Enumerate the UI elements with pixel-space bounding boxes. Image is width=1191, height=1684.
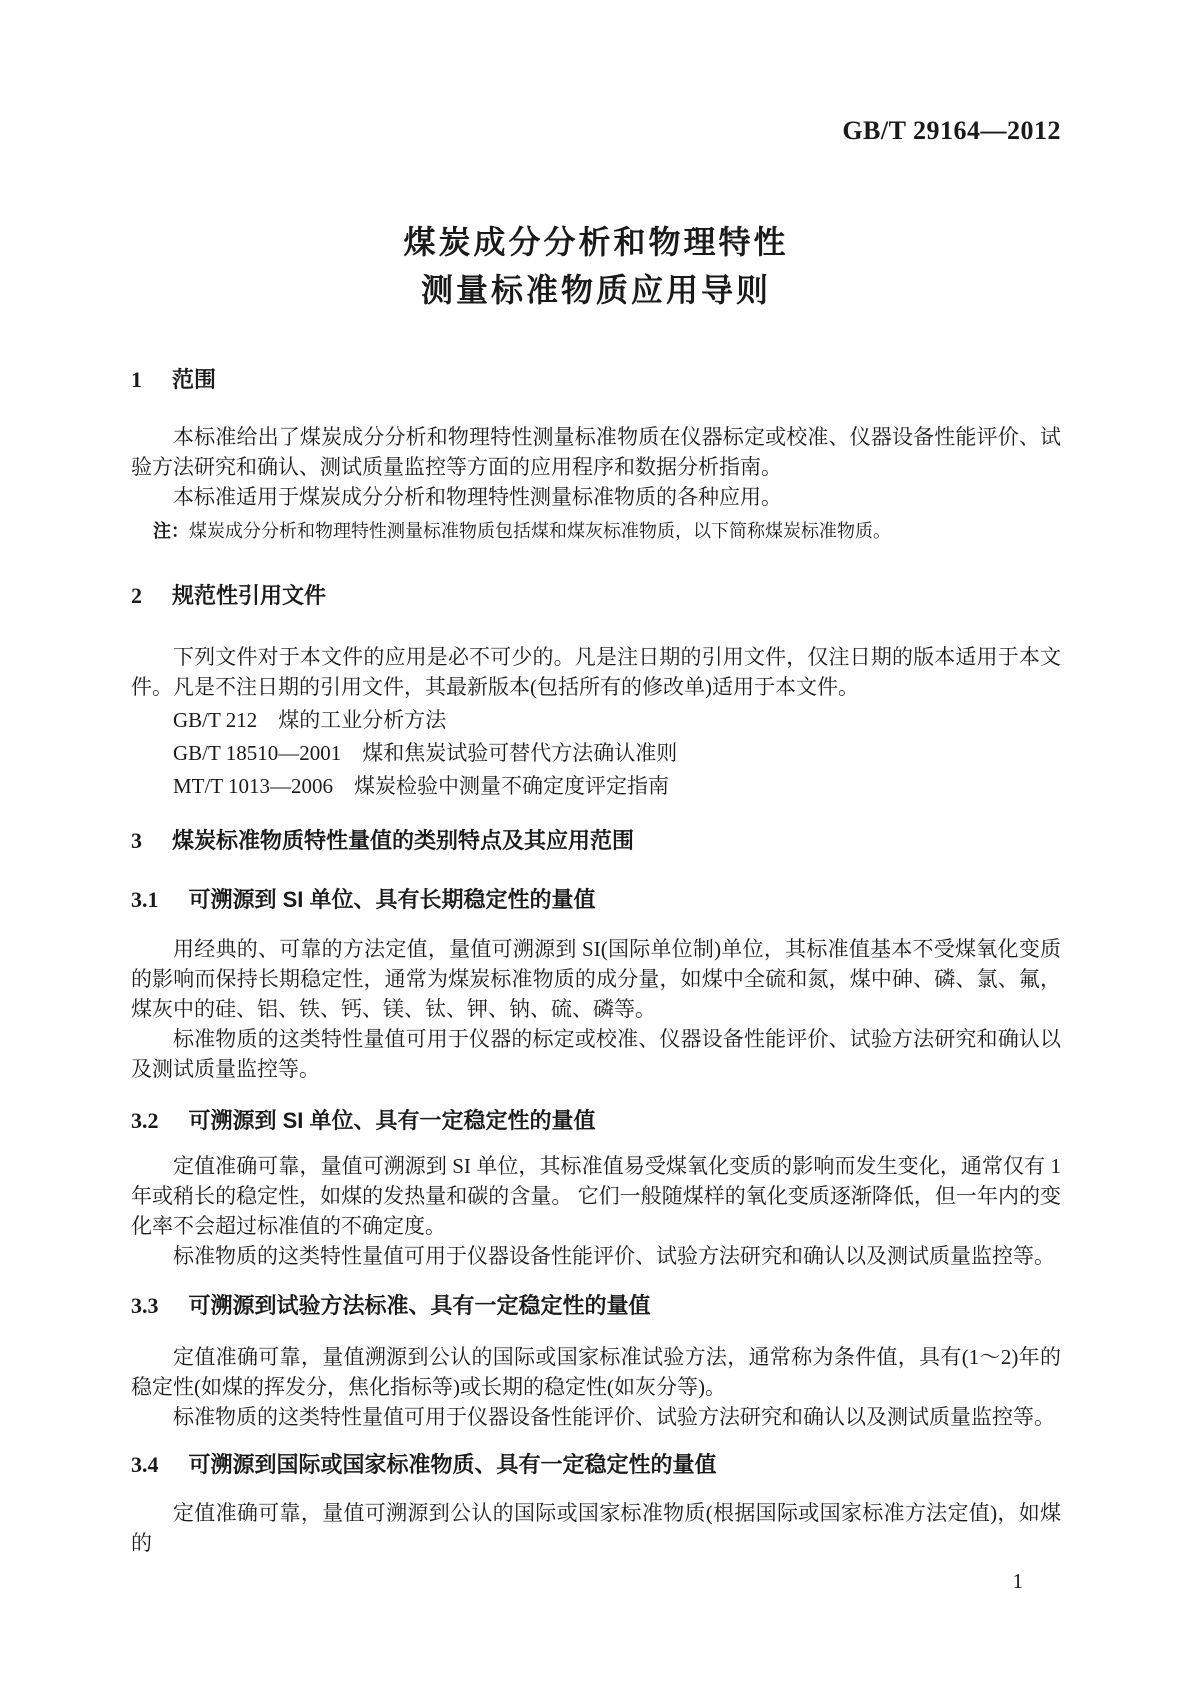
section-3-2-heading (131, 1107, 1061, 1135)
normative-references-list (131, 704, 1061, 803)
section-3-1-title: 可溯源到 SI 单位、具有长期稳定性的量值 (188, 887, 596, 912)
section-3-2-number: 3.2 (131, 1108, 159, 1133)
section-2-title: 规范性引用文件 (172, 583, 327, 608)
section-3-4-heading (131, 1451, 1061, 1479)
section-3-3-title: 可溯源到试验方法标准、具有一定稳定性的量值 (188, 1293, 651, 1318)
document-title (131, 218, 1061, 314)
section-3-1-paragraph-1: 用经典的、可靠的方法定值，量值可溯源到 SI(国际单位制)单位，其标准值基本不受煤氧化变质的影响而保持长期稳定性，通常为煤炭标准物质的成分量，如煤中全硫和氮，煤中砷、磷、氯、氟，煤灰中的硅、铝、铁、钙、镁、钛、钾、钠、硫、磷等。 (131, 937, 1061, 1021)
note-label: 注： (153, 521, 189, 541)
section-3-3-paragraph-2: 标准物质的这类特性量值可用于仪器设备性能评价、试验方法研究和确认以及测试质量监控等。 (173, 1405, 1055, 1429)
section-3-2-paragraph-1: 定值准确可靠，量值可溯源到 SI 单位，其标准值易受煤氧化变质的影响而发生变化，通常仅有 1 年或稍长的稳定性，如煤的发热量和碳的含量。 它们一般随煤样的氧化变质逐渐降低，但一年内的变化率不会超过标准值的不确定度。 (131, 1154, 1061, 1238)
section-2-paragraph-1: 下列文件对于本文件的应用是必不可少的。凡是注日期的引用文件，仅注日期的版本适用于本文件。凡是不注日期的引用文件，其最新版本(包括所有的修改单)适用于本文件。 (131, 645, 1061, 699)
section-3-1-heading (131, 886, 1061, 914)
section-3-title: 煤炭标准物质特性量值的类别特点及其应用范围 (172, 828, 635, 853)
section-1-title: 范围 (172, 367, 217, 392)
section-3-heading (131, 827, 1061, 855)
section-3-4-paragraph-1: 定值准确可靠，量值可溯源到公认的国际或国家标准物质(根据国际或国家标准方法定值)，如煤的 (131, 1501, 1061, 1555)
section-1-number: 1 (131, 367, 142, 392)
reference-item: MT/T 1013—2006 煤炭检验中测量不确定度评定指南 (173, 774, 670, 798)
section-1-heading (131, 366, 1061, 394)
section-3-3-paragraph-1: 定值准确可靠，量值溯源到公认的国际或国家标准试验方法，通常称为条件值，具有(1～2)年的稳定性(如煤的挥发分，焦化指标等)或长期的稳定性(如灰分等)。 (131, 1345, 1061, 1399)
section-3-4-title: 可溯源到国际或国家标准物质、具有一定稳定性的量值 (188, 1452, 717, 1477)
section-1-paragraph-2: 本标准适用于煤炭成分分析和物理特性测量标准物质的各种应用。 (173, 485, 782, 509)
document-title-line2: 测量标准物质应用导则 (420, 272, 771, 308)
section-1-paragraph-1: 本标准给出了煤炭成分分析和物理特性测量标准物质在仪器标定或校准、仪器设备性能评价、试验方法研究和确认、测试质量监控等方面的应用程序和数据分析指南。 (131, 425, 1061, 479)
page-number: 1 (1012, 1569, 1023, 1593)
section-1-note (131, 518, 1061, 544)
section-3-3-number: 3.3 (131, 1293, 159, 1318)
section-3-4-number: 3.4 (131, 1452, 159, 1477)
section-3-3-heading (131, 1292, 1061, 1320)
section-2-number: 2 (131, 583, 142, 608)
section-3-1-paragraph-2: 标准物质的这类特性量值可用于仪器的标定或校准、仪器设备性能评价、试验方法研究和确认以及测试质量监控等。 (131, 1027, 1061, 1081)
note-text: 煤炭成分分析和物理特性测量标准物质包括煤和煤灰标准物质，以下简称煤炭标准物质。 (189, 521, 891, 541)
section-3-number: 3 (131, 828, 142, 853)
reference-item: GB/T 18510—2001 煤和焦炭试验可替代方法确认准则 (173, 741, 678, 765)
section-2-heading (131, 582, 1061, 610)
reference-item: GB/T 212 煤的工业分析方法 (173, 708, 447, 732)
section-3-2-paragraph-2: 标准物质的这类特性量值可用于仪器设备性能评价、试验方法研究和确认以及测试质量监控等。 (173, 1244, 1055, 1268)
document-title-line1: 煤炭成分分析和物理特性 (403, 224, 789, 260)
standard-code: GB/T 29164—2012 (842, 116, 1061, 145)
section-3-1-number: 3.1 (131, 887, 159, 912)
section-3-2-title: 可溯源到 SI 单位、具有一定稳定性的量值 (188, 1108, 596, 1133)
